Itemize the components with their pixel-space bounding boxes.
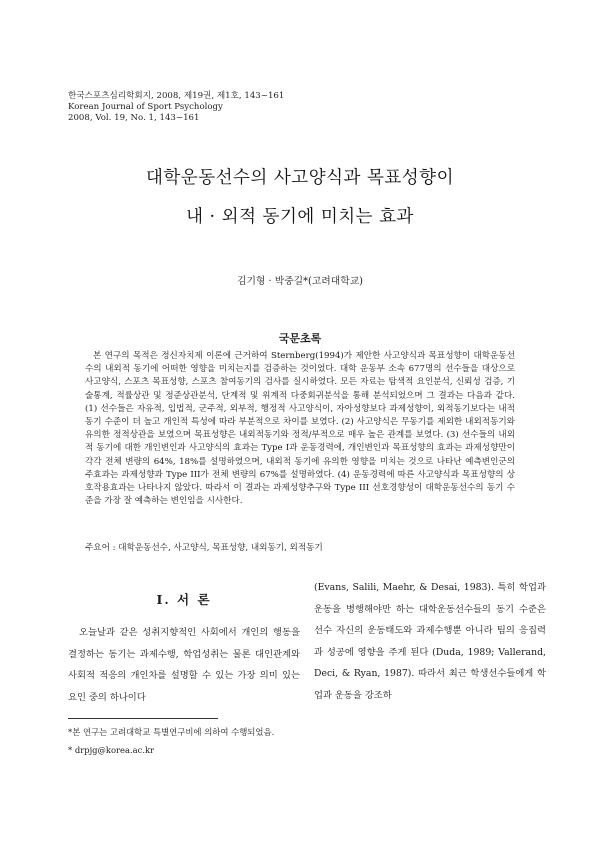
footnote-divider: [68, 718, 218, 719]
journal-volume-info: 2008, Vol. 19, No. 1, 143~161: [68, 113, 200, 123]
author-line: 김기형 · 박중길*(고려대학교): [237, 276, 363, 287]
footnote-funding: *본 연구는 고려대학교 특별연구비에 의하여 수행되었음.: [68, 727, 275, 737]
keywords: 주요어 : 대학운동선수, 사고양식, 목표성향, 내외동기, 외적동기: [85, 543, 323, 553]
paper-title-line1: 대학운동선수의 사고양식과 목표성향이: [145, 168, 454, 188]
footnotes: [68, 723, 274, 759]
journal-name-english: Korean Journal of Sport Psychology: [68, 102, 223, 112]
section-heading-introduction: I. 서 론: [156, 592, 212, 607]
abstract-heading: 국문초록: [278, 332, 322, 345]
journal-citation-korean: 한국스포츠심리학회지, 2008, 제19권, 제1호, 143~161: [68, 91, 285, 101]
intro-right-column: (Evans, Salili, Maehr, & Desai, 1983). 특히 학업과 운동을 병행해야만 하는 대학운동선수들의 동기 수준은 선수 자신의 운동태도와 과제수행뿐 아니라 팀의 응집력과 성공에 영향을 주게 된다 (Duda, 1989; Vallerand, Deci, & Ryan, 1987). 따라서 최근 학생선수들에게 학업과 운동을 강조하: [314, 582, 546, 701]
paper-title-line2: 내 · 외적 동기에 미치는 효과: [186, 207, 414, 227]
footnote-email: * drpjg@korea.ac.kr: [68, 745, 155, 755]
intro-left-column: 오늘날과 같은 성취지향적인 사회에서 개인의 행동을 결정하는 동기는 과제수행, 학업성취는 물론 대인관계와 사회적 적응의 개인차를 설명할 수 있는 가장 의미 있는 요인 중의 하나이다: [68, 627, 300, 703]
journal-citation: [68, 91, 284, 124]
abstract-body: 본 연구의 목적은 정신자치제 이론에 근거하여 Sternberg(1994)가 제안한 사고양식과 목표성향이 대학운동선수의 내외적 동기에 어떠한 영향을 미치는지를 검증하는 것이었다. 대학 운동부 소속 677명의 선수들을 대상으로 사고양식, 스포츠 목표성향, 스포츠 참여동기의 검사를 실시하였다. 모든 자료는 탐색적 요인분석, 신뢰성 검증, 기술통계, 적률상관 및 정준상관분석, 단계적 및 위계적 다중회귀분석을 통해 분석되었으며 그 결과는 다음과 같다. (1) 선수들은 자유적, 입법적, 군주적, 외부적, 행정적 사고양식이, 자아성향보다 과제성향이, 외적동기보다는 내적동기 수준이 더 높고 개인적 특성에 따라 부분적으로 차이를 보였다. (2) 사고양식은 무동기를 제외한 내외적동기와 유의한 정적상관을 보였으며 목표성향은 내외적동기와 정적/부적으로 매우 높은 관계를 보였다. (3) 선수들의 내외적 동기에 대한 개인변인과 사고양식의 효과는 Type I과 운동경력에, 개인변인과 목표성향의 효과는 과제성향만이 각각 전체 변량의 64%, 18%를 설명하였으며, 내외적 동기에 유의한 영향을 미치는 것으로 나타난 예측변인군의 주효과는 과제성향과 Type III가 전체 변량의 67%를 설명하였다. (4) 운동경력에 따른 사고양식과 목표성향의 상호작용효과는 나타나지 않았다. 따라서 이 결과는 과제성향추구와 Type III 선호경향성이 대학운동선수의 동기 수준을 가장 잘 예측하는 변인임을 시사한다.: [85, 351, 515, 507]
